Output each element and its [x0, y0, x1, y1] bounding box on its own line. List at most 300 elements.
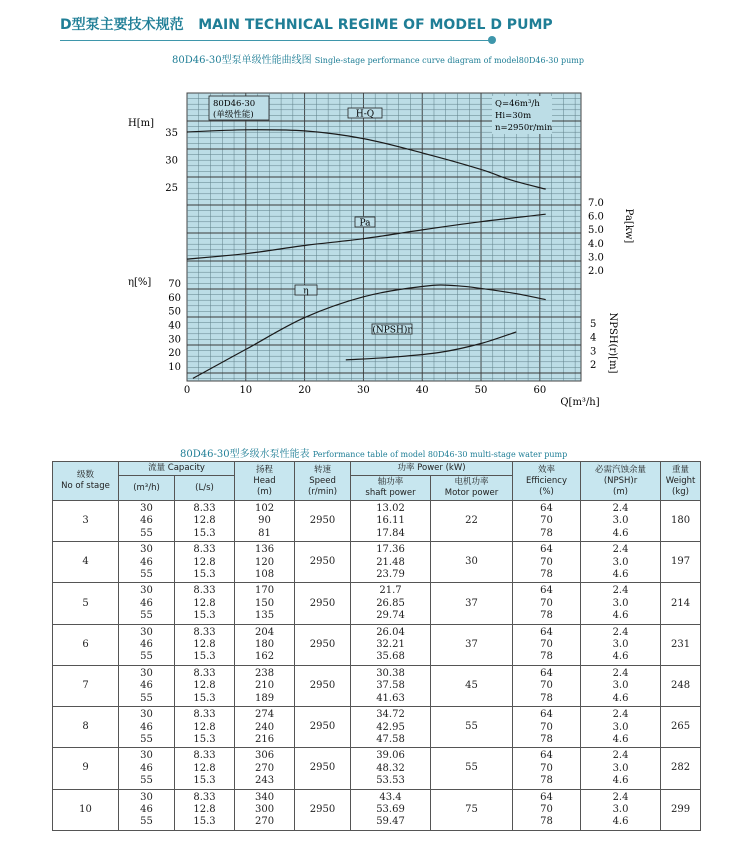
cell-head [235, 542, 295, 583]
cell-shaft-power-value: 29.74 [376, 610, 405, 622]
table-header-row-1 [53, 462, 701, 476]
series-label-head: H-Q [355, 109, 375, 120]
cell-capacity-m3h-value: 55 [140, 610, 153, 622]
cell-head-value: 81 [258, 527, 271, 539]
cell-weight: 231 [661, 624, 701, 665]
cell-head-value: 270 [254, 816, 275, 828]
cell-shaft-power-value: 21.48 [376, 556, 405, 568]
npsh-cn: 必需汽蚀余量 [595, 464, 647, 475]
head-cn: 扬程 [256, 464, 274, 475]
weight-cn: 重量 [672, 464, 690, 475]
cell-capacity-ls-value: 12.8 [193, 762, 216, 774]
cell-shaft-power [351, 665, 431, 706]
x-tick-label: 60 [533, 385, 547, 396]
performance-table [52, 461, 701, 831]
cell-efficiency-value: 78 [540, 775, 553, 787]
cell-efficiency-value: 78 [540, 816, 553, 828]
cell-head-value: 216 [254, 733, 275, 745]
cell-capacity-m3h [119, 542, 175, 583]
rating-h: Hi=30m [495, 111, 532, 121]
cell-stage: 9 [53, 748, 119, 789]
cell-capacity-m3h-value: 30 [140, 585, 153, 597]
cell-capacity-ls-value: 12.8 [193, 515, 216, 527]
cell-efficiency-value: 78 [540, 527, 553, 539]
cell-head-value: 150 [254, 597, 275, 609]
x-tick-label: 50 [474, 385, 488, 396]
cell-capacity-m3h-value: 55 [140, 569, 153, 581]
cell-efficiency-value: 64 [540, 585, 553, 597]
cell-capacity-ls-value: 15.3 [193, 569, 216, 581]
cell-shaft-power-value: 17.84 [376, 527, 405, 539]
cell-npsh-value: 3.0 [612, 803, 629, 815]
npsh-tick-label: 4 [590, 332, 597, 344]
cell-stage: 10 [53, 789, 119, 830]
cell-speed: 2950 [295, 624, 351, 665]
cell-capacity-m3h-value: 30 [140, 709, 153, 721]
cell-npsh-value: 3.0 [612, 597, 629, 609]
cell-head [235, 789, 295, 830]
power-axis-label: Pa[kw] [623, 208, 634, 244]
cell-head-value: 189 [254, 692, 275, 704]
cell-npsh-value: 3.0 [612, 556, 629, 568]
cell-capacity-m3h [119, 789, 175, 830]
eff-cn: 效率 [538, 464, 556, 475]
cell-shaft-power-value: 13.02 [376, 503, 405, 514]
power-tick-label: 4.0 [588, 238, 604, 250]
cell-head-value: 238 [254, 667, 275, 679]
col-header-efficiency [513, 462, 581, 501]
eff-tick-label: 30 [168, 334, 181, 346]
cell-npsh-value: 2.4 [612, 585, 629, 597]
table-caption-en: Performance table of model 80D46-30 multi-stage water pump [312, 450, 568, 459]
cell-shaft-power-value: 39.06 [376, 750, 405, 762]
cell-weight: 197 [661, 542, 701, 583]
cell-head-value: 180 [254, 639, 275, 651]
cell-efficiency-value: 64 [540, 544, 553, 556]
cell-efficiency-value: 78 [540, 692, 553, 704]
cell-efficiency-value: 70 [540, 803, 553, 815]
cell-capacity-m3h-value: 30 [140, 544, 153, 556]
cell-efficiency-value: 64 [540, 750, 553, 762]
cell-shaft-power-value: 17.36 [376, 544, 405, 556]
cell-npsh-value: 3.0 [612, 515, 629, 527]
cell-shaft-power-value: 26.85 [376, 597, 405, 609]
cell-efficiency-value: 78 [540, 733, 553, 745]
rating-q: Q=46m³/h [495, 99, 540, 109]
cell-head-value: 300 [254, 803, 275, 815]
cell-shaft-power-value: 32.21 [376, 639, 405, 651]
cell-shaft-power [351, 583, 431, 624]
cell-npsh-value: 2.4 [612, 626, 629, 638]
cell-capacity-ls-value: 15.3 [193, 651, 216, 663]
cell-capacity-m3h-value: 46 [140, 639, 153, 651]
cell-efficiency [513, 707, 581, 748]
cell-efficiency [513, 624, 581, 665]
cell-npsh [581, 707, 661, 748]
cell-capacity-m3h-value: 55 [140, 816, 153, 828]
table-row [53, 583, 701, 624]
chart-caption-cn: 80D46-30型泵单级性能曲线图 [172, 55, 312, 66]
cell-head-value: 274 [254, 709, 275, 721]
cell-capacity-m3h-value: 30 [140, 626, 153, 638]
eff-tick-label: 40 [168, 320, 181, 332]
cell-capacity-m3h-value: 30 [140, 750, 153, 762]
head-tick-label: 25 [165, 183, 178, 194]
cell-efficiency-value: 70 [540, 762, 553, 774]
cell-shaft-power-value: 59.47 [376, 816, 405, 828]
motor-en: Motor power [444, 488, 499, 498]
cell-shaft-power-value: 43.4 [379, 791, 402, 803]
cell-npsh-value: 2.4 [612, 750, 629, 762]
head-tick-label: 35 [165, 128, 178, 139]
header-title-cn: D型泵主要技术规范 [60, 17, 184, 33]
cell-shaft-power [351, 542, 431, 583]
cell-npsh-value: 3.0 [612, 762, 629, 774]
npsh-en: (NPSH)r [603, 475, 638, 486]
cell-head-value: 108 [254, 569, 275, 581]
speed-cn: 转速 [314, 464, 332, 475]
table-caption-cn: 80D46-30型多级水泵性能表 [180, 449, 310, 460]
cell-capacity-ls-value: 8.33 [193, 585, 216, 597]
cell-capacity-m3h-value: 55 [140, 775, 153, 787]
cell-speed: 2950 [295, 542, 351, 583]
cell-npsh-value: 4.6 [612, 527, 629, 539]
cell-speed: 2950 [295, 665, 351, 706]
weight-unit: (kg) [672, 486, 689, 497]
cell-shaft-power-value: 21.7 [379, 585, 402, 597]
cell-capacity-m3h-value: 30 [140, 503, 153, 514]
cell-npsh-value: 3.0 [612, 680, 629, 692]
cell-head [235, 583, 295, 624]
cell-shaft-power [351, 789, 431, 830]
cell-capacity-ls-value: 8.33 [193, 544, 216, 556]
cell-efficiency-value: 70 [540, 515, 553, 527]
cell-npsh [581, 665, 661, 706]
col-header-npsh [581, 462, 661, 501]
table-body [53, 501, 701, 831]
cell-capacity-ls-value: 8.33 [193, 503, 216, 514]
model-box-line1: 80D46-30 [213, 99, 256, 109]
cell-speed: 2950 [295, 501, 351, 542]
cell-efficiency-value: 64 [540, 503, 553, 514]
cell-speed: 2950 [295, 583, 351, 624]
cell-shaft-power-value: 53.69 [376, 803, 405, 815]
cell-capacity-ls-value: 12.8 [193, 597, 216, 609]
cell-head [235, 707, 295, 748]
power-tick-label: 2.0 [588, 266, 604, 277]
cell-capacity-m3h-value: 55 [140, 692, 153, 704]
cell-capacity-ls-value: 15.3 [193, 733, 216, 745]
cell-efficiency-value: 70 [540, 680, 553, 692]
cell-efficiency-value: 64 [540, 791, 553, 803]
cell-weight: 248 [661, 665, 701, 706]
cell-capacity-ls-value: 12.8 [193, 803, 216, 815]
col-header-speed [295, 462, 351, 501]
npsh-axis-label: NPSH(r)[m] [607, 312, 618, 374]
cell-head-value: 204 [254, 626, 275, 638]
cell-shaft-power-value: 42.95 [376, 721, 405, 733]
shaft-cn: 轴功率 [377, 477, 404, 487]
cell-weight: 282 [661, 748, 701, 789]
cell-npsh [581, 501, 661, 542]
cell-npsh-value: 4.6 [612, 569, 629, 581]
col-header-stage [53, 462, 119, 501]
speed-en: Speed [309, 475, 336, 486]
table-caption [180, 445, 567, 460]
x-tick-label: 40 [415, 385, 429, 396]
cell-shaft-power [351, 707, 431, 748]
cell-shaft-power-value: 48.32 [376, 762, 405, 774]
cell-efficiency-value: 70 [540, 639, 553, 651]
npsh-tick-label: 2 [590, 360, 597, 371]
cell-capacity-ls-value: 15.3 [193, 527, 216, 539]
power-tick-label: 3.0 [588, 252, 604, 264]
cell-capacity-ls-value: 12.8 [193, 639, 216, 651]
table-row [53, 707, 701, 748]
cell-npsh [581, 789, 661, 830]
cell-speed: 2950 [295, 707, 351, 748]
cell-weight: 180 [661, 501, 701, 542]
cell-capacity-ls [175, 624, 235, 665]
cell-speed: 2950 [295, 789, 351, 830]
cell-stage: 3 [53, 501, 119, 542]
cell-efficiency-value: 70 [540, 597, 553, 609]
head-unit: (m) [257, 486, 272, 497]
cell-head-value: 306 [254, 750, 275, 762]
eff-tick-label: 10 [168, 362, 181, 373]
x-tick-label: 10 [239, 385, 253, 396]
cell-npsh-value: 2.4 [612, 544, 629, 556]
eff-unit: (%) [539, 486, 554, 497]
cell-shaft-power [351, 501, 431, 542]
cell-npsh-value: 2.4 [612, 503, 629, 514]
cell-head-value: 135 [254, 610, 275, 622]
header-title-en: MAIN TECHNICAL REGIME OF MODEL D PUMP [198, 17, 553, 33]
cell-capacity-ls [175, 542, 235, 583]
cell-head-value: 136 [254, 544, 275, 556]
cell-head [235, 624, 295, 665]
cell-capacity-ls-value: 15.3 [193, 816, 216, 828]
cell-efficiency-value: 78 [540, 569, 553, 581]
table-row [53, 748, 701, 789]
table-row [53, 501, 701, 542]
cell-efficiency [513, 583, 581, 624]
cell-capacity-ls-value: 8.33 [193, 667, 216, 679]
cell-capacity-m3h-value: 55 [140, 733, 153, 745]
cell-motor-power: 37 [431, 583, 513, 624]
cell-npsh-value: 4.6 [612, 651, 629, 663]
head-axis-label: H[m] [128, 118, 155, 129]
cell-shaft-power-value: 37.58 [376, 680, 405, 692]
cell-capacity-m3h-value: 55 [140, 527, 153, 539]
cell-shaft-power-value: 35.68 [376, 651, 405, 663]
series-label-npsh: (NPSH)r [372, 325, 412, 336]
cell-efficiency-value: 78 [540, 651, 553, 663]
cell-capacity-ls [175, 501, 235, 542]
power-tick-label: 7.0 [588, 198, 604, 209]
x-axis-label: Q[m³/h] [560, 397, 600, 408]
cell-head-value: 210 [254, 680, 275, 692]
cell-npsh-value: 4.6 [612, 733, 629, 745]
table-row [53, 624, 701, 665]
cell-stage: 5 [53, 583, 119, 624]
cell-motor-power: 55 [431, 707, 513, 748]
cell-efficiency-value: 70 [540, 556, 553, 568]
cell-capacity-ls-value: 12.8 [193, 680, 216, 692]
cell-capacity-ls-value: 12.8 [193, 556, 216, 568]
cell-shaft-power-value: 41.63 [376, 692, 405, 704]
cell-head [235, 501, 295, 542]
cell-efficiency [513, 542, 581, 583]
cell-motor-power: 37 [431, 624, 513, 665]
cell-capacity-ls [175, 707, 235, 748]
cell-capacity-ls-value: 15.3 [193, 775, 216, 787]
power-tick-label: 6.0 [588, 211, 604, 223]
cell-shaft-power-value: 34.72 [376, 709, 405, 721]
motor-cn: 电机功率 [454, 477, 489, 487]
power-tick-label: 5.0 [588, 225, 604, 237]
cell-capacity-m3h [119, 624, 175, 665]
cell-motor-power: 22 [431, 501, 513, 542]
head-en: Head [253, 475, 276, 486]
cell-capacity-ls [175, 789, 235, 830]
col-header-weight [661, 462, 701, 501]
chart-grid [187, 93, 581, 381]
cell-stage: 8 [53, 707, 119, 748]
cell-capacity-ls-value: 8.33 [193, 791, 216, 803]
cell-shaft-power-value: 26.04 [376, 626, 405, 638]
cell-head-value: 270 [254, 762, 275, 774]
table-row [53, 542, 701, 583]
eff-tick-label: 20 [168, 348, 181, 360]
cell-head-value: 243 [254, 775, 275, 787]
cell-npsh-value: 4.6 [612, 775, 629, 787]
cell-weight: 299 [661, 789, 701, 830]
cell-shaft-power-value: 16.11 [376, 515, 405, 527]
cell-weight: 214 [661, 583, 701, 624]
cell-motor-power: 30 [431, 542, 513, 583]
speed-unit: (r/min) [308, 486, 338, 497]
weight-en: Weight [665, 475, 696, 486]
table-row [53, 665, 701, 706]
chart-caption-en: Single-stage performance curve diagram of model80D46-30 pump [314, 56, 584, 65]
cell-capacity-m3h [119, 583, 175, 624]
cell-capacity-ls [175, 583, 235, 624]
cell-capacity-m3h [119, 665, 175, 706]
cell-npsh-value: 4.6 [612, 816, 629, 828]
x-tick-label: 20 [298, 385, 311, 396]
cell-capacity-m3h-value: 30 [140, 667, 153, 679]
model-box-line2: (单级性能) [213, 110, 254, 120]
stage-en: No of stage [61, 481, 110, 491]
cell-shaft-power [351, 748, 431, 789]
cell-capacity-m3h-value: 46 [140, 556, 153, 568]
eff-tick-label: 70 [168, 279, 181, 290]
npsh-tick-label: 5 [590, 319, 597, 330]
series-label-power: Pa [359, 218, 371, 229]
cell-weight: 265 [661, 707, 701, 748]
cell-capacity-m3h-value: 46 [140, 680, 153, 692]
col-header-power: 功率 Power (kW) [351, 462, 513, 476]
cell-efficiency-value: 64 [540, 626, 553, 638]
cell-npsh-value: 2.4 [612, 709, 629, 721]
col-header-capacity: 流量 Capacity [119, 462, 235, 476]
eff-tick-label: 50 [168, 306, 181, 318]
cell-capacity-m3h-value: 46 [140, 597, 153, 609]
cell-efficiency-value: 64 [540, 709, 553, 721]
cell-efficiency-value: 70 [540, 721, 553, 733]
cell-capacity-m3h-value: 46 [140, 721, 153, 733]
rating-n: n=2950r/min [495, 123, 553, 133]
cell-capacity-m3h [119, 748, 175, 789]
eff-axis-label: η[%] [128, 277, 152, 288]
cell-motor-power: 75 [431, 789, 513, 830]
cell-shaft-power [351, 624, 431, 665]
col-header-cap-ls: (L/s) [175, 476, 235, 501]
cell-capacity-m3h [119, 501, 175, 542]
cell-npsh [581, 583, 661, 624]
cell-capacity-ls-value: 8.33 [193, 750, 216, 762]
cell-npsh-value: 3.0 [612, 639, 629, 651]
cell-speed: 2950 [295, 748, 351, 789]
cell-efficiency-value: 64 [540, 667, 553, 679]
cell-npsh-value: 2.4 [612, 791, 629, 803]
cell-head-value: 340 [254, 791, 275, 803]
cell-capacity-m3h-value: 46 [140, 762, 153, 774]
col-header-motor-power [431, 476, 513, 501]
cell-motor-power: 55 [431, 748, 513, 789]
npsh-unit: (m) [613, 486, 628, 497]
cell-efficiency-value: 78 [540, 610, 553, 622]
x-tick-label: 0 [183, 385, 191, 396]
cell-shaft-power-value: 53.53 [376, 775, 405, 787]
shaft-en: shaft power [365, 488, 416, 498]
cell-npsh-value: 2.4 [612, 667, 629, 679]
cell-capacity-m3h [119, 707, 175, 748]
cell-capacity-m3h-value: 30 [140, 791, 153, 803]
npsh-tick-label: 3 [590, 346, 597, 358]
cell-capacity-m3h-value: 46 [140, 515, 153, 527]
cell-efficiency [513, 501, 581, 542]
cell-npsh [581, 542, 661, 583]
stage-cn: 级数 [76, 470, 94, 480]
cell-capacity-ls-value: 8.33 [193, 626, 216, 638]
cell-head [235, 665, 295, 706]
series-label-efficiency: η [303, 286, 309, 297]
cell-npsh-value: 3.0 [612, 721, 629, 733]
eff-tick-label: 60 [168, 292, 181, 304]
cell-capacity-ls-value: 15.3 [193, 610, 216, 622]
cell-shaft-power-value: 47.58 [376, 733, 405, 745]
cell-head-value: 170 [254, 585, 275, 597]
cell-npsh [581, 624, 661, 665]
eff-en: Efficiency [526, 475, 567, 486]
cell-capacity-m3h-value: 46 [140, 803, 153, 815]
cell-capacity-ls [175, 665, 235, 706]
head-tick-label: 30 [165, 155, 178, 167]
cell-capacity-m3h-value: 55 [140, 651, 153, 663]
cell-npsh-value: 4.6 [612, 692, 629, 704]
col-header-shaft-power [351, 476, 431, 501]
cell-efficiency [513, 789, 581, 830]
cell-shaft-power-value: 30.38 [376, 667, 405, 679]
cell-npsh-value: 4.6 [612, 610, 629, 622]
cell-shaft-power-value: 23.79 [376, 569, 405, 581]
cell-head-value: 120 [254, 556, 275, 568]
cell-head-value: 162 [254, 651, 275, 663]
col-header-head [235, 462, 295, 501]
col-header-cap-m3h: (m³/h) [119, 476, 175, 501]
